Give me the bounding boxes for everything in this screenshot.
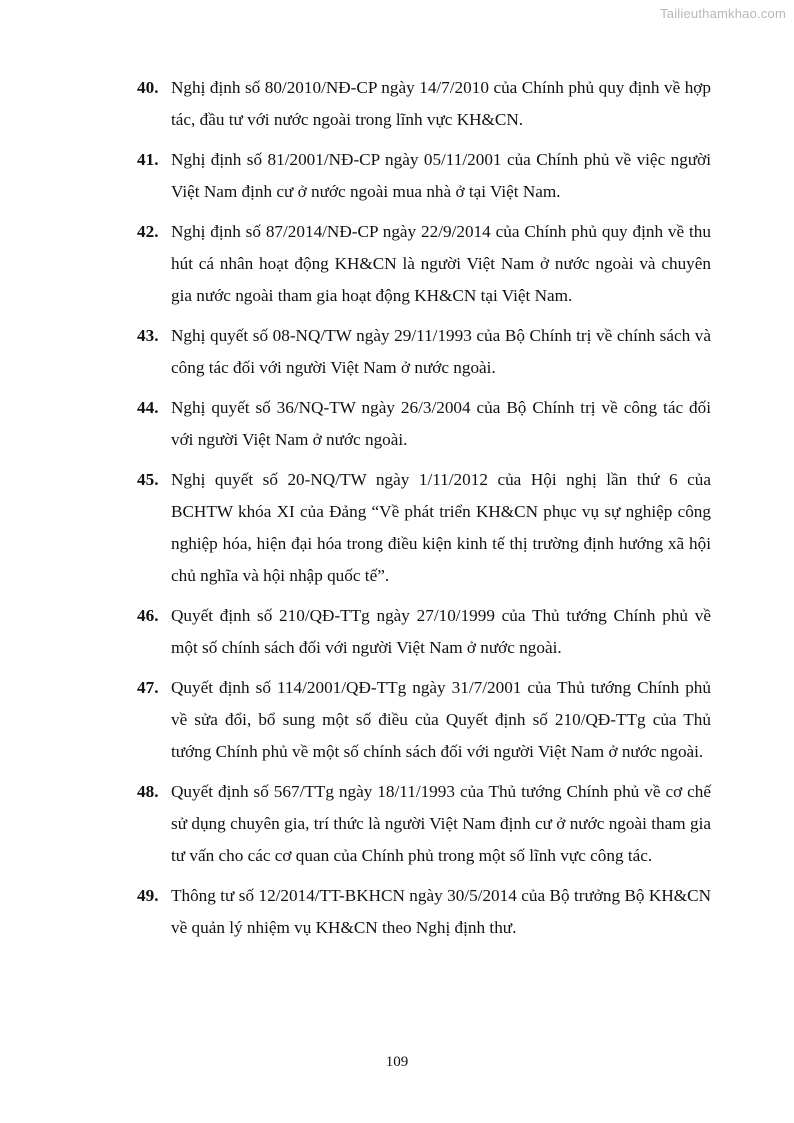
reference-item (137, 776, 711, 872)
reference-number: 40. (137, 78, 159, 97)
reference-item (137, 320, 711, 384)
reference-text: Quyết định số 210/QĐ-TTg ngày 27/10/1999 của Thủ tướng Chính phủ về một số chính sách đối với người Việt Nam ở nước ngoài. (171, 606, 711, 657)
reference-number: 47. (137, 678, 159, 697)
reference-text: Quyết định số 567/TTg ngày 18/11/1993 của Thủ tướng Chính phủ về cơ chế sử dụng chuyên gia, trí thức là người Việt Nam định cư ở nước ngoài tham gia tư vấn cho các cơ quan của Chính phủ trong một số lĩnh vực công tác. (171, 782, 711, 865)
reference-number: 43. (137, 326, 159, 345)
reference-list (137, 72, 711, 952)
page-number: 109 (385, 1054, 409, 1070)
reference-number: 41. (137, 150, 159, 169)
reference-text: Nghị định số 80/2010/NĐ-CP ngày 14/7/2010 của Chính phủ quy định về hợp tác, đầu tư với nước ngoài trong lĩnh vực KH&CN. (171, 78, 711, 129)
reference-text: Nghị quyết số 20-NQ/TW ngày 1/11/2012 của Hội nghị lần thứ 6 của BCHTW khóa XI của Đảng “Về phát triển KH&CN phục vụ sự nghiệp công nghiệp hóa, hiện đại hóa trong điều kiện kinh tế thị trường định hướng xã hội chủ nghĩa và hội nhập quốc tế”. (171, 470, 711, 585)
watermark: Tailieuthamkhao.com (660, 6, 786, 21)
reference-number: 42. (137, 222, 159, 241)
reference-text: Nghị quyết số 08-NQ/TW ngày 29/11/1993 của Bộ Chính trị về chính sách và công tác đối với người Việt Nam ở nước ngoài. (171, 326, 711, 377)
reference-item (137, 600, 711, 664)
reference-text: Nghị định số 81/2001/NĐ-CP ngày 05/11/2001 của Chính phủ về việc người Việt Nam định cư ở nước ngoài mua nhà ở tại Việt Nam. (171, 150, 711, 201)
reference-item (137, 672, 711, 768)
reference-number: 45. (137, 470, 159, 489)
reference-item (137, 72, 711, 136)
reference-number: 49. (137, 886, 159, 905)
reference-item (137, 392, 711, 456)
reference-number: 44. (137, 398, 159, 417)
reference-item (137, 216, 711, 312)
reference-number: 46. (137, 606, 159, 625)
reference-text: Quyết định số 114/2001/QĐ-TTg ngày 31/7/2001 của Thủ tướng Chính phủ về sửa đổi, bổ sung một số điều của Quyết định số 210/QĐ-TTg của Thủ tướng Chính phủ về một số chính sách đối với người Việt Nam ở nước ngoài. (171, 678, 711, 761)
reference-text: Nghị định số 87/2014/NĐ-CP ngày 22/9/2014 của Chính phủ quy định về thu hút cá nhân hoạt động KH&CN là người Việt Nam ở nước ngoài và chuyên gia nước ngoài tham gia hoạt động KH&CN tại Việt Nam. (171, 222, 711, 305)
reference-item (137, 464, 711, 592)
reference-text: Nghị quyết số 36/NQ-TW ngày 26/3/2004 của Bộ Chính trị về công tác đối với người Việt Nam ở nước ngoài. (171, 398, 711, 449)
reference-number: 48. (137, 782, 159, 801)
reference-item (137, 144, 711, 208)
reference-text: Thông tư số 12/2014/TT-BKHCN ngày 30/5/2014 của Bộ trưởng Bộ KH&CN về quản lý nhiệm vụ KH&CN theo Nghị định thư. (171, 886, 711, 937)
reference-item (137, 880, 711, 944)
